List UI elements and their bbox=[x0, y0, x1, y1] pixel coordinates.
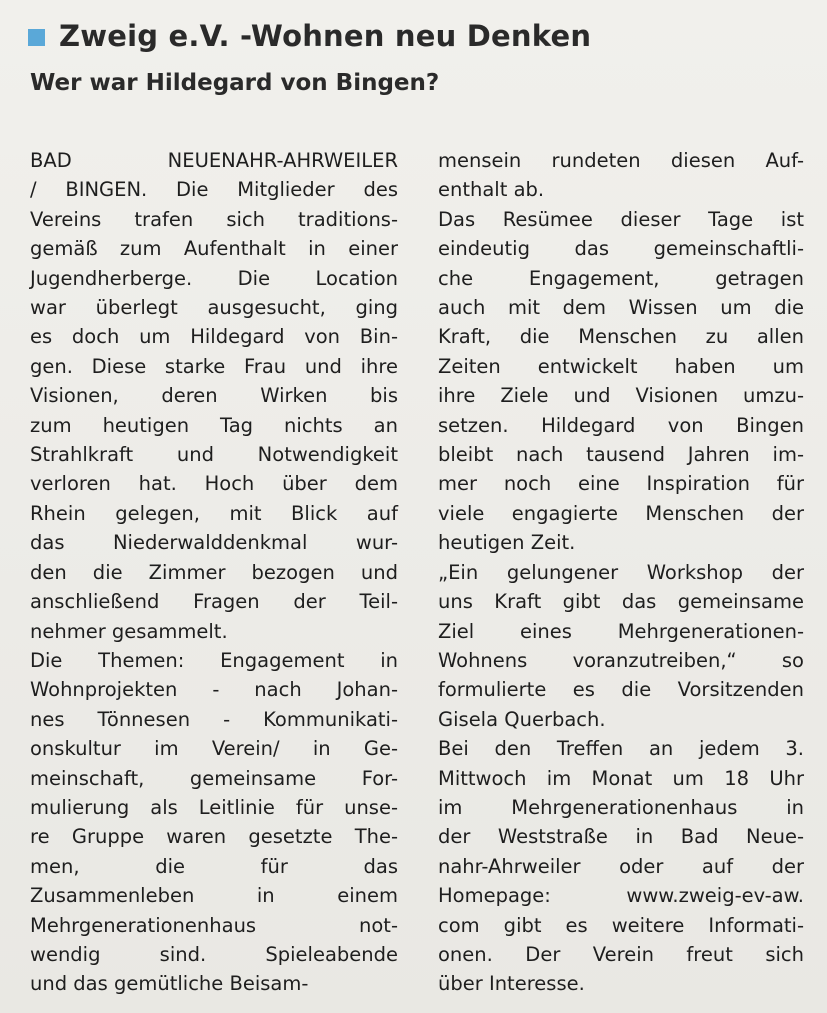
text-line: Gisela Querbach. bbox=[438, 707, 606, 731]
text-line: „Ein gelungener Workshop der bbox=[438, 560, 804, 584]
text-line: enthalt ab. bbox=[438, 178, 545, 202]
text-line: Jugendherberge. Die Location bbox=[30, 266, 398, 290]
text-line: verloren hat. Hoch über dem bbox=[30, 472, 398, 496]
text-line: der Weststraße in Bad Neue- bbox=[438, 825, 804, 849]
text-line: bleibt nach tausend Jahren im- bbox=[438, 443, 804, 467]
text-line: mer noch eine Inspiration für bbox=[438, 472, 804, 496]
text-line: eindeutig das gemeinschaftli- bbox=[438, 237, 804, 261]
text-line: mensein rundeten diesen Auf- bbox=[438, 149, 804, 172]
text-line: Rhein gelegen, mit Blick auf bbox=[30, 501, 398, 525]
text-line: das Niederwalddenkmal wur- bbox=[30, 531, 398, 555]
text-line: BAD NEUENAHR-AHRWEILER bbox=[30, 149, 398, 172]
text-line: re Gruppe waren gesetzte The- bbox=[30, 825, 398, 849]
text-line: Die Themen: Engagement in bbox=[30, 648, 398, 672]
text-line: gen. Diese starke Frau und ihre bbox=[30, 354, 398, 378]
text-line: zum heutigen Tag nichts an bbox=[30, 413, 398, 437]
article-column-right bbox=[438, 146, 804, 999]
text-line: war überlegt ausgesucht, ging bbox=[30, 296, 398, 320]
text-line: Das Resümee dieser Tage ist bbox=[438, 207, 804, 231]
text-line: men, die für das bbox=[30, 854, 398, 878]
text-line: ihre Ziele und Visionen umzu- bbox=[438, 384, 804, 408]
text-line: heutigen Zeit. bbox=[438, 531, 576, 555]
article-headline: Wer war Hildegard von Bingen? bbox=[30, 70, 440, 96]
text-line: / BINGEN. Die Mitglieder des bbox=[30, 178, 398, 202]
text-line: onskultur im Verein/ in Ge- bbox=[30, 737, 398, 761]
text-line: und das gemütliche Beisam- bbox=[30, 972, 309, 996]
text-line: onen. Der Verein freut sich bbox=[438, 942, 804, 966]
text-line: Wohnprojekten - nach Johan- bbox=[30, 678, 398, 702]
text-line: Strahlkraft und Notwendigkeit bbox=[30, 443, 398, 467]
text-line: mulierung als Leitlinie für unse- bbox=[30, 795, 398, 819]
text-line: Kraft, die Menschen zu allen bbox=[438, 325, 804, 349]
headline-row bbox=[28, 16, 591, 56]
text-line: com gibt es weitere Informati- bbox=[438, 913, 804, 937]
text-line: Vereins trafen sich traditions- bbox=[30, 207, 398, 231]
text-line: Wohnens voranzutreiben,“ so bbox=[438, 648, 804, 672]
text-line: Zusammenleben in einem bbox=[30, 884, 398, 908]
text-line: viele engagierte Menschen der bbox=[438, 501, 804, 525]
blue-square-icon bbox=[28, 29, 45, 46]
org-title: Zweig e.V. -Wohnen neu Denken bbox=[59, 19, 592, 53]
text-line: formulierte es die Vorsitzenden bbox=[438, 678, 804, 702]
text-line: Ziel eines Mehrgenerationen- bbox=[438, 619, 804, 643]
text-line: che Engagement, getragen bbox=[438, 266, 804, 290]
text-line: auch mit dem Wissen um die bbox=[438, 296, 804, 320]
text-line: Visionen, deren Wirken bis bbox=[30, 384, 398, 408]
text-line: setzen. Hildegard von Bingen bbox=[438, 413, 804, 437]
text-line: im Mehrgenerationenhaus in bbox=[438, 795, 804, 819]
text-line: uns Kraft gibt das gemeinsame bbox=[438, 590, 804, 614]
text-line: Mittwoch im Monat um 18 Uhr bbox=[438, 766, 804, 790]
text-line: über Interesse. bbox=[438, 972, 585, 996]
text-line: Bei den Treffen an jedem 3. bbox=[438, 737, 804, 761]
text-line: Homepage: www.zweig-ev-aw. bbox=[438, 884, 804, 908]
article-column-left bbox=[30, 146, 398, 999]
text-line: nahr-Ahrweiler oder auf der bbox=[438, 854, 804, 878]
text-line: den die Zimmer bezogen und bbox=[30, 560, 398, 584]
text-line: nehmer gesammelt. bbox=[30, 619, 228, 643]
text-line: nes Tönnesen - Kommunikati- bbox=[30, 707, 398, 731]
text-line: Mehrgenerationenhaus not- bbox=[30, 913, 398, 937]
text-line: anschließend Fragen der Teil- bbox=[30, 590, 398, 614]
text-line: Zeiten entwickelt haben um bbox=[438, 354, 804, 378]
text-line: meinschaft, gemeinsame For- bbox=[30, 766, 398, 790]
text-line: wendig sind. Spieleabende bbox=[30, 942, 398, 966]
text-line: es doch um Hildegard von Bin- bbox=[30, 325, 398, 349]
text-line: gemäß zum Aufenthalt in einer bbox=[30, 237, 398, 261]
